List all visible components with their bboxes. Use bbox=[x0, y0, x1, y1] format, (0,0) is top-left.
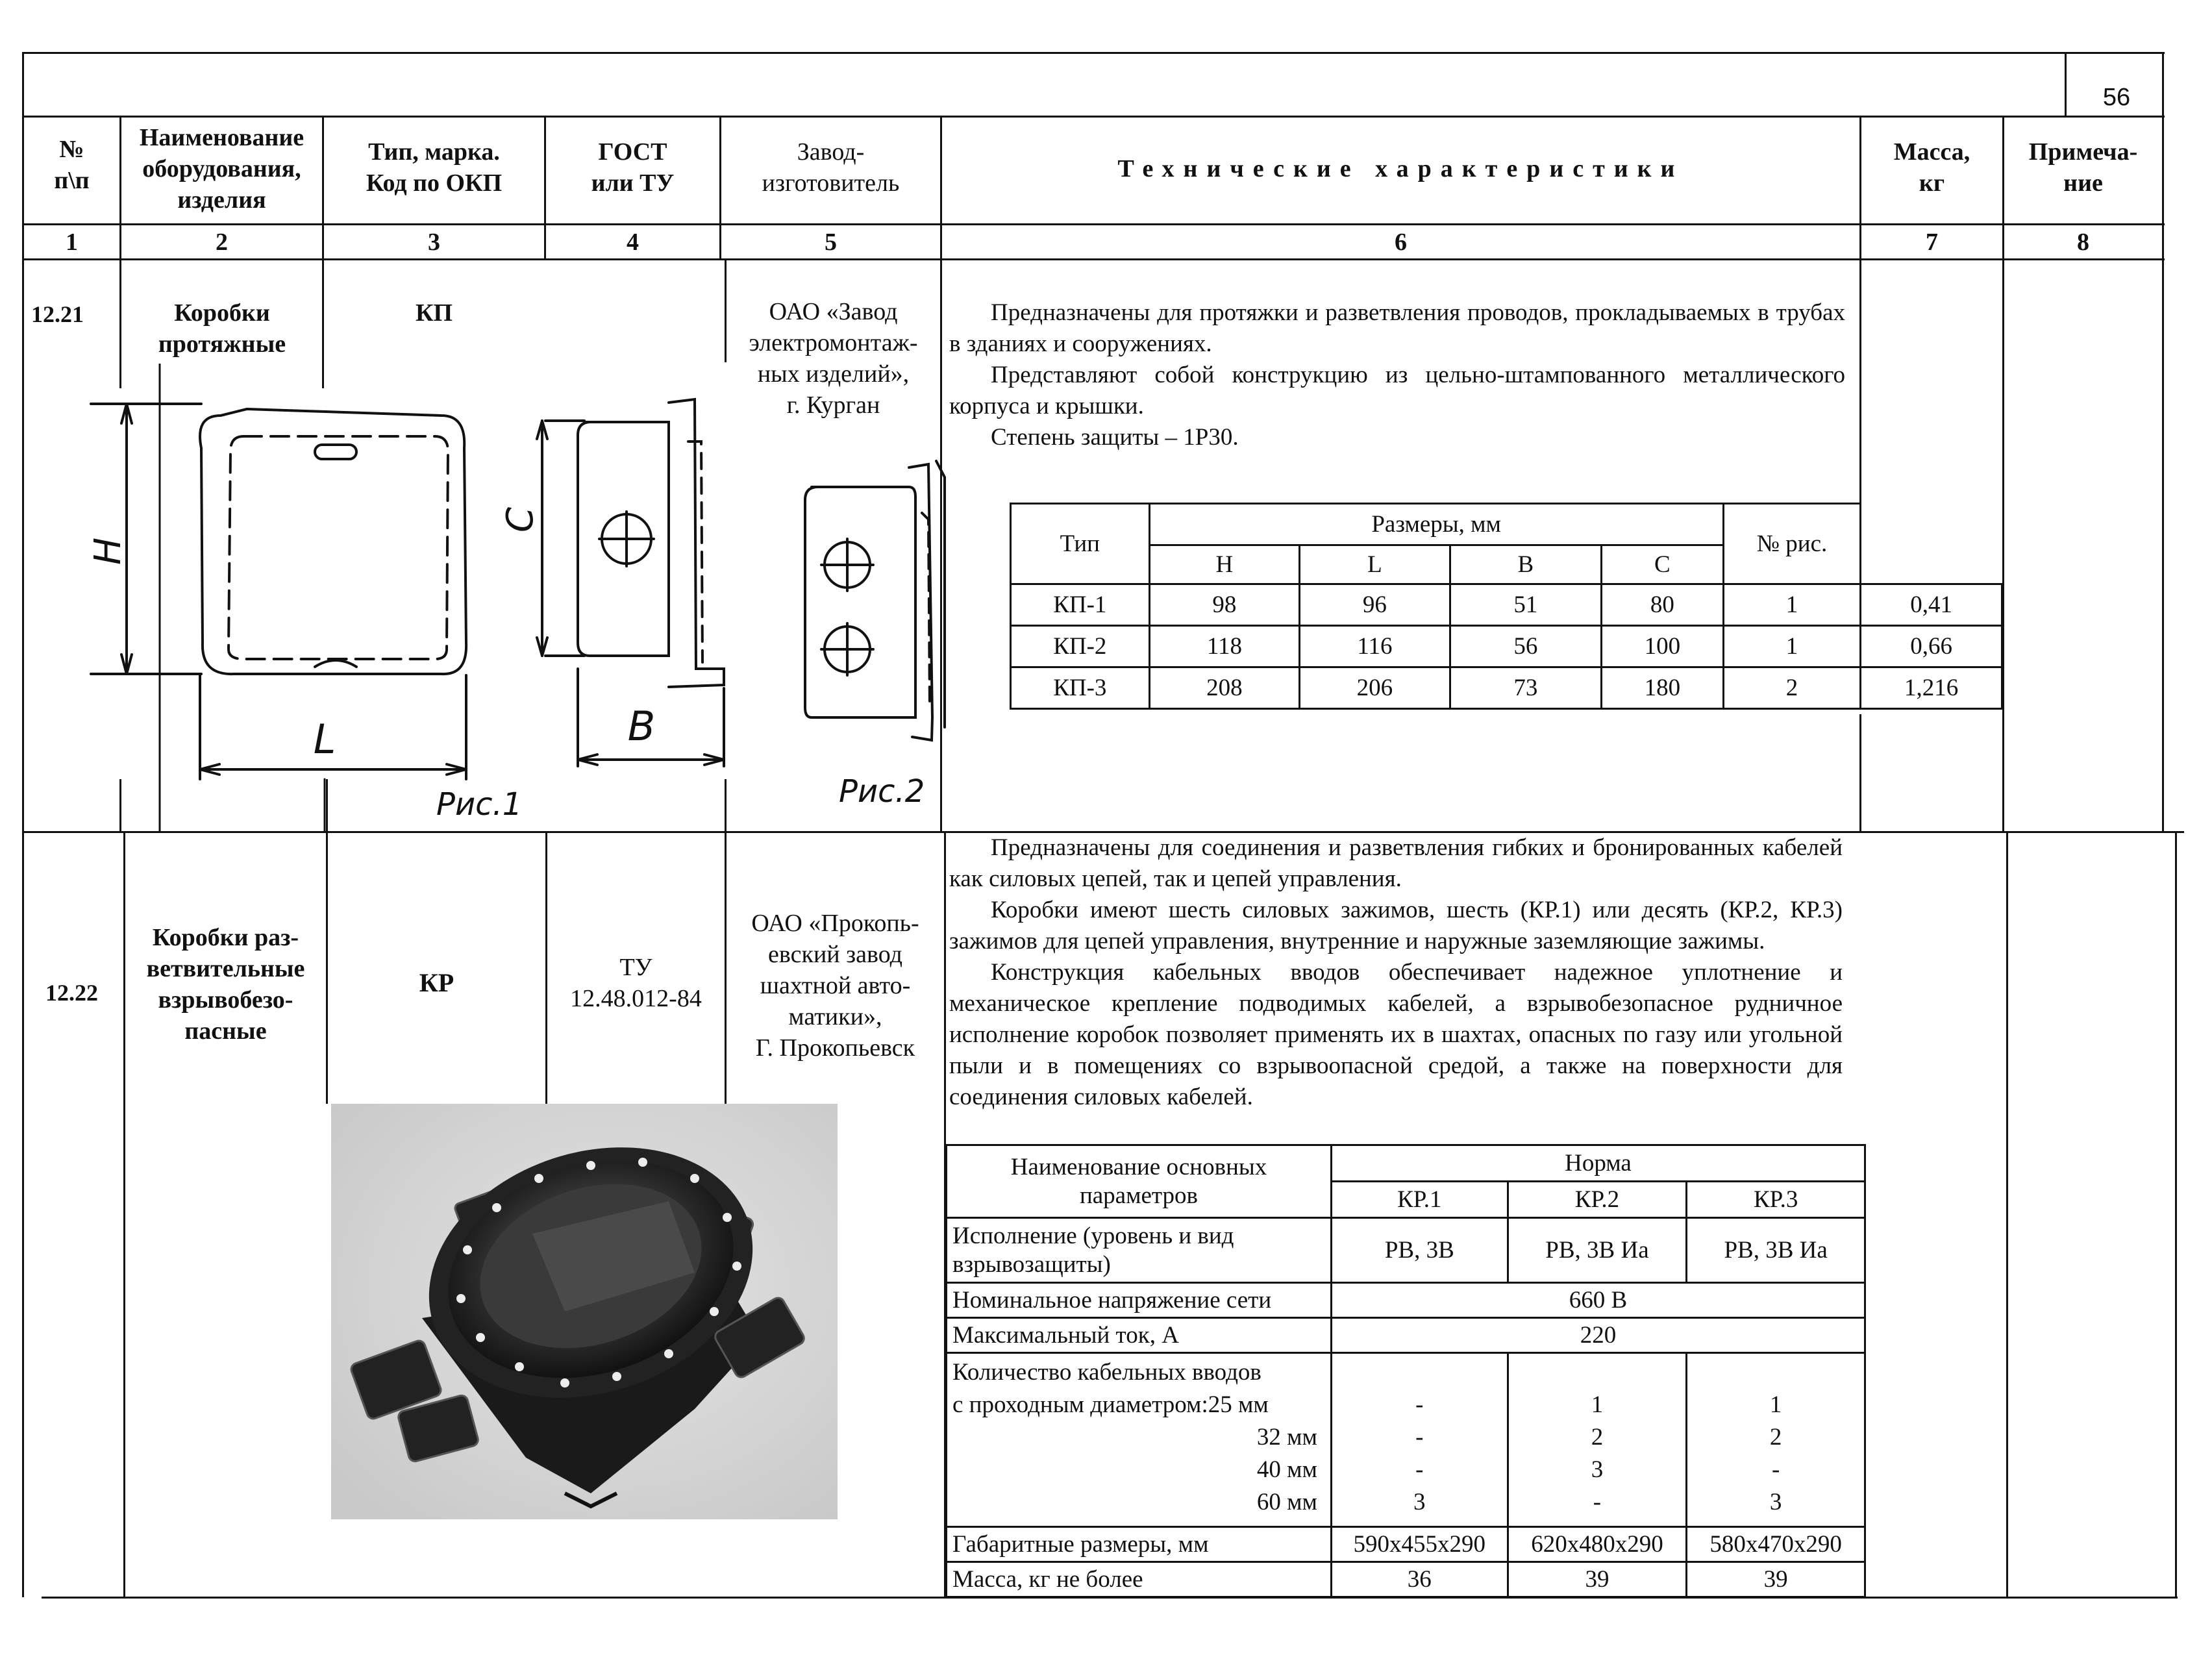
header-gost: ГОСТ или ТУ bbox=[591, 138, 675, 197]
header-mass: Масса, кг bbox=[1893, 138, 1970, 197]
table-row bbox=[947, 1283, 1865, 1318]
inputs-size: 60 мм bbox=[1256, 1489, 1317, 1515]
cell-value bbox=[1687, 1353, 1865, 1527]
inputs-size: 40 мм bbox=[1256, 1456, 1317, 1483]
table-row bbox=[1011, 626, 2002, 667]
colnum-3: 3 bbox=[428, 229, 440, 256]
kp-dimensions-table bbox=[1010, 503, 2003, 710]
header-type: Тип, марка. Код по ОКП bbox=[366, 138, 503, 197]
type-code: КР bbox=[419, 968, 454, 997]
cell-b: 51 bbox=[1450, 584, 1601, 626]
cell-param-header: Наименование основных параметров bbox=[947, 1145, 1332, 1218]
description-paragraph: Степень защиты – 1Р30. bbox=[991, 424, 1239, 451]
inputs-value: - bbox=[1593, 1489, 1602, 1515]
cell-value: 590х455х290 bbox=[1331, 1527, 1508, 1562]
cell-type: КП-2 bbox=[1011, 626, 1150, 667]
cell-value: РВ, 3В bbox=[1331, 1218, 1508, 1283]
table-row bbox=[947, 1218, 1865, 1283]
cell-value: 220 bbox=[1331, 1318, 1865, 1353]
cell-type: КП-1 bbox=[1011, 584, 1150, 626]
cell-mass: 1,216 bbox=[1861, 667, 2002, 709]
cell-value: 36 bbox=[1331, 1562, 1508, 1597]
inputs-value: 1 bbox=[1591, 1391, 1604, 1418]
cell-l: 206 bbox=[1300, 667, 1450, 709]
colnum-7: 7 bbox=[1926, 229, 1938, 256]
cell-l-header: L bbox=[1300, 545, 1450, 584]
description bbox=[949, 297, 1845, 453]
colnum-2: 2 bbox=[216, 229, 228, 256]
cell-c: 80 bbox=[1602, 584, 1724, 626]
row-number: 12.22 bbox=[45, 980, 98, 1006]
cell-h: 98 bbox=[1149, 584, 1300, 626]
inputs-value: - bbox=[1415, 1391, 1424, 1418]
inputs-size: 32 мм bbox=[1256, 1424, 1317, 1450]
description-paragraph: Предназначены для протяжки и разветвления проводов, прокладываемых в трубах в зданиях и сооружениях. bbox=[949, 299, 1845, 357]
cell-label: Масса, кг не более bbox=[947, 1562, 1332, 1597]
dim-l-label: L bbox=[313, 716, 336, 763]
fig2-caption: Рис.2 bbox=[839, 773, 925, 810]
cell-value bbox=[1508, 1353, 1687, 1527]
cell-label: Габаритные размеры, мм bbox=[947, 1527, 1332, 1562]
type-code: КП bbox=[415, 299, 453, 327]
cell-b-header: B bbox=[1450, 545, 1601, 584]
cell-type: КП-3 bbox=[1011, 667, 1150, 709]
cell-fig: 2 bbox=[1723, 667, 1861, 709]
cell-label: Максимальный ток, А bbox=[947, 1318, 1332, 1353]
cell-c: 100 bbox=[1602, 626, 1724, 667]
cell-model-kr2: КР.2 bbox=[1508, 1182, 1687, 1218]
table-row bbox=[947, 1318, 1865, 1353]
inputs-value: 2 bbox=[1769, 1424, 1782, 1450]
cell-value: 39 bbox=[1508, 1562, 1687, 1597]
cell-value: РВ, 3В Иа bbox=[1687, 1218, 1865, 1283]
colnum-1: 1 bbox=[66, 229, 78, 256]
inputs-value: 2 bbox=[1591, 1424, 1604, 1450]
inputs-value: 3 bbox=[1769, 1489, 1782, 1515]
description-paragraph: Представляют собой конструкцию из цельно-штампованного металлического корпуса и крышки. bbox=[949, 362, 1845, 419]
header-specs: Технические характеристики bbox=[1117, 155, 1684, 182]
cell-fig-header: № рис. bbox=[1723, 504, 1861, 584]
dim-c-label: C bbox=[499, 506, 541, 532]
junction-box-photo bbox=[331, 1104, 838, 1519]
cell-mass: 0,66 bbox=[1861, 626, 2002, 667]
cell-label bbox=[947, 1353, 1332, 1527]
inputs-value: - bbox=[1415, 1424, 1424, 1450]
cell-b: 56 bbox=[1450, 626, 1601, 667]
equipment-name: Коробки протяжные bbox=[158, 299, 286, 358]
description-paragraph: Коробки имеют шесть силовых зажимов, шесть (КР.1) или десять (КР.2, КР.3) зажимов для цепей управления, внутренние и наружные заземляющие зажимы. bbox=[949, 897, 1843, 954]
colnum-8: 8 bbox=[2077, 229, 2089, 256]
cell-value: 660 В bbox=[1331, 1283, 1865, 1318]
cell-type-header: Тип bbox=[1011, 504, 1150, 584]
inputs-value: - bbox=[1771, 1456, 1780, 1483]
cell-model-kr1: КР.1 bbox=[1331, 1182, 1508, 1218]
cell-value: 39 bbox=[1687, 1562, 1865, 1597]
cell-h-header: H bbox=[1149, 545, 1300, 584]
gost: ТУ 12.48.012-84 bbox=[570, 954, 702, 1012]
cell-label: Номинальное напряжение сети bbox=[947, 1283, 1332, 1318]
inputs-value: - bbox=[1415, 1456, 1424, 1483]
row-number: 12.21 bbox=[31, 301, 84, 327]
cell-mass: 0,41 bbox=[1861, 584, 2002, 626]
cell-model-kr3: КР.3 bbox=[1687, 1182, 1865, 1218]
description-paragraph: Конструкция кабельных вводов обеспечивает надежное уплотнение и механическое крепление подводимых кабелей, а взрывобезопасное рудничное исполнение коробок позволяет применять их в шахтах, опасных по газу или угольной пыли и в помещениях со взрывоопасной средой, а также на поверхности для соединения силовых кабелей. bbox=[949, 959, 1843, 1110]
header-manufacturer: Завод- изготовитель bbox=[762, 138, 900, 197]
cell-mass-blank bbox=[1861, 504, 2002, 584]
front-view-drawing bbox=[91, 364, 466, 831]
kr-parameters-table bbox=[945, 1144, 1866, 1598]
cell-b: 73 bbox=[1450, 667, 1601, 709]
fig2-drawing bbox=[805, 461, 945, 740]
colnum-5: 5 bbox=[825, 229, 837, 256]
inputs-value: 3 bbox=[1413, 1489, 1426, 1515]
table-row bbox=[947, 1527, 1865, 1562]
description bbox=[949, 832, 1843, 1113]
equipment-name: Коробки раз- ветвительные взрывобезо- пасные bbox=[146, 924, 305, 1045]
cell-h: 118 bbox=[1149, 626, 1300, 667]
fig1-caption: Рис.1 bbox=[436, 786, 523, 823]
cell-value: 620х480х290 bbox=[1508, 1527, 1687, 1562]
inputs-value: 3 bbox=[1591, 1456, 1604, 1483]
cell-l: 116 bbox=[1300, 626, 1450, 667]
dim-b-label: B bbox=[627, 703, 656, 750]
cell-value bbox=[1331, 1353, 1508, 1527]
cell-sizes-header: Размеры, мм bbox=[1149, 504, 1723, 545]
cell-fig: 1 bbox=[1723, 626, 1861, 667]
colnum-4: 4 bbox=[627, 229, 639, 256]
cell-fig: 1 bbox=[1723, 584, 1861, 626]
inputs-value: 1 bbox=[1769, 1391, 1782, 1418]
inputs-label: Количество кабельных вводов с проходным диаметром:25 мм bbox=[952, 1359, 1269, 1418]
page-number: 56 bbox=[2102, 84, 2131, 111]
cell-norm-header: Норма bbox=[1331, 1145, 1865, 1182]
box-drawings bbox=[39, 364, 974, 831]
cell-c: 180 bbox=[1602, 667, 1724, 709]
manufacturer: ОАО «Завод электромонтаж- ных изделий», г. Курган bbox=[749, 298, 918, 419]
description-paragraph: Предназначены для соединения и разветвления гибких и бронированных кабелей как силовых цепей, так и цепей управления. bbox=[949, 834, 1843, 892]
colnum-6: 6 bbox=[1395, 229, 1407, 256]
table-row bbox=[1011, 667, 2002, 709]
header-num: № п\п bbox=[54, 136, 90, 194]
dim-h-label: H bbox=[87, 537, 129, 565]
cell-c-header: C bbox=[1602, 545, 1724, 584]
cell-label: Исполнение (уровень и вид взрывозащиты) bbox=[947, 1218, 1332, 1283]
header-name: Наименование оборудования, изделия bbox=[139, 124, 304, 214]
manufacturer: ОАО «Прокопь- евский завод шахтной авто- матики», Г. Прокопьевск bbox=[751, 910, 919, 1062]
cell-l: 96 bbox=[1300, 584, 1450, 626]
header-note: Примеча- ние bbox=[2028, 138, 2138, 197]
table-row bbox=[1011, 584, 2002, 626]
cell-value: 580х470х290 bbox=[1687, 1527, 1865, 1562]
cell-h: 208 bbox=[1149, 667, 1300, 709]
table-row bbox=[947, 1353, 1865, 1527]
table-row bbox=[947, 1562, 1865, 1597]
cell-value: РВ, 3В Иа bbox=[1508, 1218, 1687, 1283]
